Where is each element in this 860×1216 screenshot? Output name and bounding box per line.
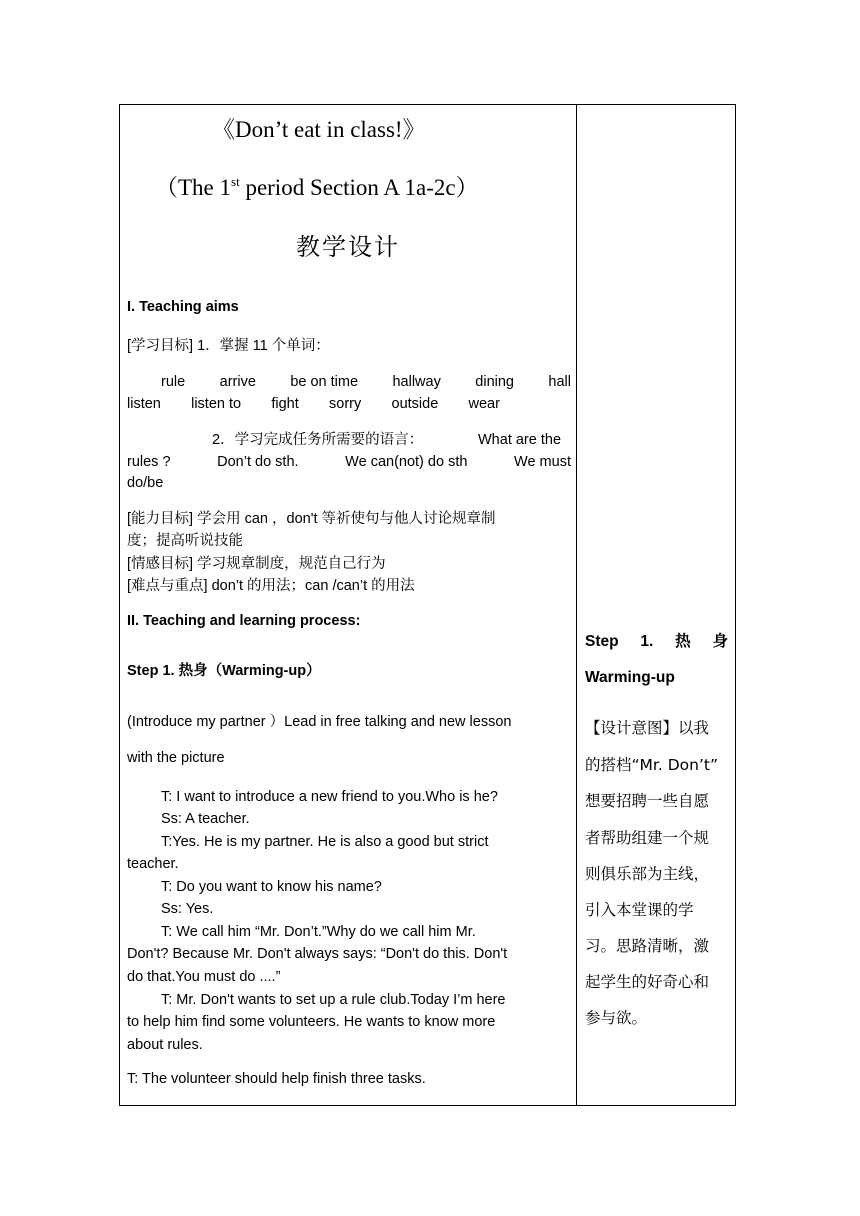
sidebar-intent-line: 的搭档“Mr. Don’t” xyxy=(585,756,718,774)
dialogue-line: Ss: Yes. xyxy=(161,901,214,917)
objective-phrase: We can(not) do sth xyxy=(345,454,468,470)
sidebar-intent-line: 则俱乐部为主线， xyxy=(585,865,710,883)
lesson-subtitle xyxy=(155,174,479,202)
intro-line-2: with the picture xyxy=(127,750,225,766)
dialogue-line: teacher. xyxy=(127,856,179,872)
dialogue-line: Don't? Because Mr. Don't always says: “Don't do this. Don't xyxy=(127,946,508,962)
teaching-aims-heading: I. Teaching aims xyxy=(127,299,239,315)
vocab-word: outside xyxy=(391,396,439,412)
sidebar-intent-line: 想要招聘一些自愿 xyxy=(585,792,710,810)
step1-heading: Step 1. 热身（Warming-up） xyxy=(127,663,321,679)
dialogue-line: about rules. xyxy=(127,1037,203,1053)
sidebar-intent-line: 习。思路清晰，激 xyxy=(585,937,710,955)
dialogue-line: to help him find some volunteers. He wants to know more xyxy=(127,1014,496,1030)
objective-2-label: 2．学习完成任务所需要的语言： xyxy=(212,432,424,448)
sidebar-intent-line: 者帮助组建一个规 xyxy=(585,829,710,847)
dialogue-line: T:Yes. He is my partner. He is also a good but strict xyxy=(161,834,489,850)
dialogue-line: do that.You must do ....” xyxy=(127,969,281,985)
vocab-word: hallway xyxy=(392,374,441,390)
vocab-word: dining xyxy=(475,374,514,390)
vocab-word: listen to xyxy=(191,396,242,412)
vocab-word: rule xyxy=(161,374,186,390)
objective-phrase: rules ? xyxy=(127,454,171,470)
intro-line-1: (Introduce my partner ）Lead in free talking and new lesson xyxy=(127,714,512,730)
sidebar-step-word: 1. xyxy=(640,633,654,650)
sidebar-intent-line: 【设计意图】以我 xyxy=(585,719,710,737)
sidebar-intent-line: 引入本堂课的学 xyxy=(585,901,694,919)
objective-2-text: What are the xyxy=(478,432,562,448)
vocab-word: arrive xyxy=(219,374,256,390)
vocab-line-1 xyxy=(161,373,571,391)
emotion-goal: [情感目标] 学习规章制度，规范自己行为 xyxy=(127,556,386,572)
objective-2-line-3: do/be xyxy=(127,475,164,491)
difficulty-focus: [难点与重点] don’t 的用法；can /can’t 的用法 xyxy=(127,578,415,594)
ability-goal-line-1: [能力目标] 学会用 can ，don't 等祈使句与他人讨论规章制 xyxy=(127,511,496,527)
sidebar-intent-line: 起学生的好奇心和 xyxy=(585,973,710,991)
sidebar-step-heading xyxy=(585,633,728,651)
dialogue-line: T: Do you want to know his name? xyxy=(161,879,382,895)
dialogue-line: T: I want to introduce a new friend to you.Who is he? xyxy=(161,789,498,805)
objective-phrase: Don’t do sth. xyxy=(217,454,299,470)
dialogue-line: T: We call him “Mr. Don’t.”Why do we call him Mr. xyxy=(161,924,476,940)
sidebar-step-word: 身 xyxy=(712,633,728,650)
process-heading: II. Teaching and learning process: xyxy=(127,613,361,629)
lesson-title: 《Don’t eat in class!》 xyxy=(212,117,426,142)
column-divider xyxy=(576,104,577,1106)
dialogue-line: T: Mr. Don't wants to set up a rule club.Today I’m here xyxy=(161,992,506,1008)
objective-2-line-2 xyxy=(127,453,571,471)
objective-phrase: We must xyxy=(514,454,571,470)
sidebar-step-word: 热 xyxy=(675,633,691,650)
vocab-word: hall xyxy=(548,374,571,390)
vocab-word: wear xyxy=(468,396,500,412)
vocab-word: fight xyxy=(271,396,299,412)
sidebar-step-word: Step xyxy=(585,633,619,650)
sidebar-intent-line: 参与欲。 xyxy=(585,1009,648,1027)
objective-1-label: [学习目标] 1．掌握 11 个单词： xyxy=(127,338,330,354)
vocab-word: sorry xyxy=(329,396,362,412)
subtitle-part: （The 1 xyxy=(155,175,232,200)
design-heading: 教学设计 xyxy=(296,233,400,261)
vocab-word: listen xyxy=(127,396,161,412)
subtitle-superscript: st xyxy=(231,174,240,189)
dialogue-line: Ss: A teacher. xyxy=(161,811,250,827)
vocab-line-2 xyxy=(127,395,500,413)
subtitle-part: period Section A 1a-2c） xyxy=(239,175,479,200)
ability-goal-line-2: 度；提高听说技能 xyxy=(127,533,243,549)
vocab-word: be on time xyxy=(290,374,359,390)
sidebar-step-subheading: Warming-up xyxy=(585,669,675,686)
final-line: T: The volunteer should help finish three tasks. xyxy=(127,1071,426,1087)
